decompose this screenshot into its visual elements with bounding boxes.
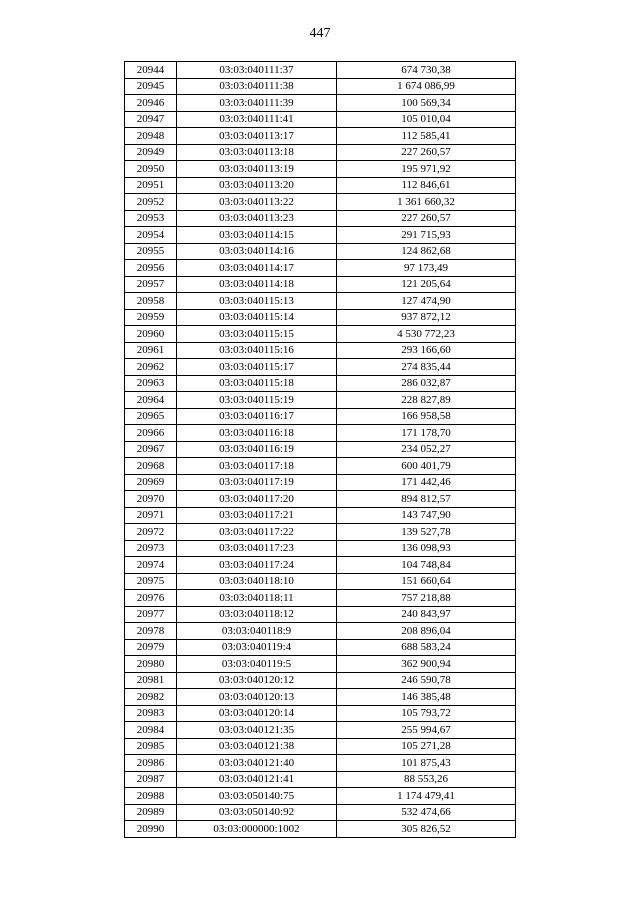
table-row	[125, 111, 516, 128]
table-row	[125, 62, 516, 79]
cadastral-number-cell: 03:03:040117:21	[177, 507, 337, 524]
value-cell: 136 098,93	[337, 540, 516, 557]
row-number-cell: 20958	[125, 293, 177, 310]
cadastral-number-cell: 03:03:040113:23	[177, 210, 337, 227]
table-row	[125, 309, 516, 326]
cadastral-number-cell: 03:03:040115:18	[177, 375, 337, 392]
row-number-cell: 20973	[125, 540, 177, 557]
cadastral-number-cell: 03:03:040111:37	[177, 62, 337, 79]
value-cell: 97 173,49	[337, 260, 516, 277]
table-row	[125, 95, 516, 112]
cadastral-number-cell: 03:03:040115:16	[177, 342, 337, 359]
cadastral-number-cell: 03:03:040113:22	[177, 194, 337, 211]
value-cell: 88 553,26	[337, 771, 516, 788]
table-row	[125, 639, 516, 656]
cadastral-number-cell: 03:03:040115:17	[177, 359, 337, 376]
cadastral-number-cell: 03:03:040118:12	[177, 606, 337, 623]
value-cell: 757 218,88	[337, 590, 516, 607]
page-number: 447	[309, 26, 331, 41]
row-number-cell: 20962	[125, 359, 177, 376]
value-cell: 105 010,04	[337, 111, 516, 128]
table-row	[125, 656, 516, 673]
value-cell: 171 442,46	[337, 474, 516, 491]
row-number-cell: 20981	[125, 672, 177, 689]
row-number-cell: 20955	[125, 243, 177, 260]
cadastral-number-cell: 03:03:040117:18	[177, 458, 337, 475]
table-row	[125, 689, 516, 706]
row-number-cell: 20963	[125, 375, 177, 392]
cadastral-number-cell: 03:03:040115:14	[177, 309, 337, 326]
row-number-cell: 20984	[125, 722, 177, 739]
row-number-cell: 20957	[125, 276, 177, 293]
table-row	[125, 507, 516, 524]
value-cell: 105 271,28	[337, 738, 516, 755]
cadastral-number-cell: 03:03:040111:41	[177, 111, 337, 128]
row-number-cell: 20961	[125, 342, 177, 359]
table-row	[125, 474, 516, 491]
value-cell: 286 032,87	[337, 375, 516, 392]
value-cell: 274 835,44	[337, 359, 516, 376]
row-number-cell: 20951	[125, 177, 177, 194]
table-row	[125, 573, 516, 590]
value-cell: 166 958,58	[337, 408, 516, 425]
value-cell: 227 260,57	[337, 144, 516, 161]
row-number-cell: 20948	[125, 128, 177, 145]
table-row	[125, 623, 516, 640]
cadastral-number-cell: 03:03:040113:20	[177, 177, 337, 194]
table-row	[125, 375, 516, 392]
value-cell: 291 715,93	[337, 227, 516, 244]
value-cell: 1 674 086,99	[337, 78, 516, 95]
table-row	[125, 705, 516, 722]
cadastral-number-cell: 03:03:040118:11	[177, 590, 337, 607]
value-cell: 143 747,90	[337, 507, 516, 524]
table-row	[125, 78, 516, 95]
row-number-cell: 20985	[125, 738, 177, 755]
cadastral-number-cell: 03:03:000000:1002	[177, 821, 337, 838]
table-row	[125, 738, 516, 755]
cadastral-number-cell: 03:03:040117:19	[177, 474, 337, 491]
value-cell: 234 052,27	[337, 441, 516, 458]
table-row	[125, 194, 516, 211]
value-cell: 146 385,48	[337, 689, 516, 706]
value-cell: 532 474,66	[337, 804, 516, 821]
row-number-cell: 20986	[125, 755, 177, 772]
row-number-cell: 20949	[125, 144, 177, 161]
value-cell: 105 793,72	[337, 705, 516, 722]
cadastral-number-cell: 03:03:040118:10	[177, 573, 337, 590]
cadastral-number-cell: 03:03:040120:12	[177, 672, 337, 689]
cadastral-number-cell: 03:03:040119:5	[177, 656, 337, 673]
row-number-cell: 20944	[125, 62, 177, 79]
table-row	[125, 606, 516, 623]
row-number-cell: 20945	[125, 78, 177, 95]
row-number-cell: 20978	[125, 623, 177, 640]
row-number-cell: 20946	[125, 95, 177, 112]
table-row	[125, 210, 516, 227]
cadastral-number-cell: 03:03:040117:22	[177, 524, 337, 541]
cadastral-number-cell: 03:03:040120:13	[177, 689, 337, 706]
table-row	[125, 342, 516, 359]
table-row	[125, 771, 516, 788]
cadastral-number-cell: 03:03:040111:39	[177, 95, 337, 112]
table-row	[125, 672, 516, 689]
table-row	[125, 557, 516, 574]
value-cell: 195 971,92	[337, 161, 516, 178]
table-row	[125, 161, 516, 178]
cadastral-number-cell: 03:03:040119:4	[177, 639, 337, 656]
value-cell: 246 590,78	[337, 672, 516, 689]
cadastral-value-table	[124, 61, 516, 838]
table-row	[125, 441, 516, 458]
value-cell: 1 361 660,32	[337, 194, 516, 211]
value-cell: 208 896,04	[337, 623, 516, 640]
row-number-cell: 20975	[125, 573, 177, 590]
value-cell: 228 827,89	[337, 392, 516, 409]
table-row	[125, 128, 516, 145]
row-number-cell: 20950	[125, 161, 177, 178]
value-cell: 112 846,61	[337, 177, 516, 194]
table-row	[125, 276, 516, 293]
row-number-cell: 20965	[125, 408, 177, 425]
cadastral-number-cell: 03:03:040113:17	[177, 128, 337, 145]
value-cell: 139 527,78	[337, 524, 516, 541]
table-row	[125, 326, 516, 343]
value-cell: 4 530 772,23	[337, 326, 516, 343]
value-cell: 124 862,68	[337, 243, 516, 260]
table-row	[125, 491, 516, 508]
row-number-cell: 20972	[125, 524, 177, 541]
table-row	[125, 722, 516, 739]
row-number-cell: 20988	[125, 788, 177, 805]
row-number-cell: 20959	[125, 309, 177, 326]
row-number-cell: 20977	[125, 606, 177, 623]
cadastral-number-cell: 03:03:040117:20	[177, 491, 337, 508]
table-row	[125, 821, 516, 838]
cadastral-number-cell: 03:03:040116:18	[177, 425, 337, 442]
value-cell: 937 872,12	[337, 309, 516, 326]
cadastral-number-cell: 03:03:040121:41	[177, 771, 337, 788]
row-number-cell: 20982	[125, 689, 177, 706]
value-cell: 305 826,52	[337, 821, 516, 838]
table-row	[125, 243, 516, 260]
value-cell: 101 875,43	[337, 755, 516, 772]
row-number-cell: 20970	[125, 491, 177, 508]
row-number-cell: 20947	[125, 111, 177, 128]
cadastral-number-cell: 03:03:040116:17	[177, 408, 337, 425]
cadastral-number-cell: 03:03:040121:38	[177, 738, 337, 755]
cadastral-number-cell: 03:03:040115:15	[177, 326, 337, 343]
cadastral-number-cell: 03:03:050140:92	[177, 804, 337, 821]
cadastral-number-cell: 03:03:040118:9	[177, 623, 337, 640]
table-row	[125, 788, 516, 805]
row-number-cell: 20967	[125, 441, 177, 458]
cadastral-number-cell: 03:03:040113:19	[177, 161, 337, 178]
cadastral-number-cell: 03:03:040114:17	[177, 260, 337, 277]
table-row	[125, 408, 516, 425]
table-row	[125, 293, 516, 310]
cadastral-number-cell: 03:03:040116:19	[177, 441, 337, 458]
value-cell: 171 178,70	[337, 425, 516, 442]
row-number-cell: 20954	[125, 227, 177, 244]
cadastral-number-cell: 03:03:040114:15	[177, 227, 337, 244]
table-row	[125, 177, 516, 194]
row-number-cell: 20952	[125, 194, 177, 211]
value-cell: 121 205,64	[337, 276, 516, 293]
row-number-cell: 20971	[125, 507, 177, 524]
value-cell: 362 900,94	[337, 656, 516, 673]
row-number-cell: 20953	[125, 210, 177, 227]
row-number-cell: 20979	[125, 639, 177, 656]
table-row	[125, 755, 516, 772]
table-row	[125, 227, 516, 244]
table-row	[125, 425, 516, 442]
value-cell: 127 474,90	[337, 293, 516, 310]
row-number-cell: 20976	[125, 590, 177, 607]
cadastral-number-cell: 03:03:040121:40	[177, 755, 337, 772]
value-cell: 255 994,67	[337, 722, 516, 739]
value-cell: 100 569,34	[337, 95, 516, 112]
table-row	[125, 144, 516, 161]
value-cell: 293 166,60	[337, 342, 516, 359]
value-cell: 104 748,84	[337, 557, 516, 574]
cadastral-number-cell: 03:03:040117:24	[177, 557, 337, 574]
value-cell: 227 260,57	[337, 210, 516, 227]
value-cell: 112 585,41	[337, 128, 516, 145]
cadastral-number-cell: 03:03:040120:14	[177, 705, 337, 722]
table-row	[125, 804, 516, 821]
value-cell: 674 730,38	[337, 62, 516, 79]
row-number-cell: 20966	[125, 425, 177, 442]
cadastral-number-cell: 03:03:040115:13	[177, 293, 337, 310]
row-number-cell: 20969	[125, 474, 177, 491]
cadastral-number-cell: 03:03:050140:75	[177, 788, 337, 805]
row-number-cell: 20964	[125, 392, 177, 409]
cadastral-number-cell: 03:03:040121:35	[177, 722, 337, 739]
row-number-cell: 20980	[125, 656, 177, 673]
row-number-cell: 20968	[125, 458, 177, 475]
cadastral-number-cell: 03:03:040113:18	[177, 144, 337, 161]
table-row	[125, 359, 516, 376]
table-row	[125, 458, 516, 475]
value-cell: 240 843,97	[337, 606, 516, 623]
row-number-cell: 20956	[125, 260, 177, 277]
value-cell: 1 174 479,41	[337, 788, 516, 805]
cadastral-number-cell: 03:03:040115:19	[177, 392, 337, 409]
table-row	[125, 524, 516, 541]
table-row	[125, 590, 516, 607]
cadastral-number-cell: 03:03:040114:16	[177, 243, 337, 260]
table-row	[125, 392, 516, 409]
row-number-cell: 20989	[125, 804, 177, 821]
cadastral-number-cell: 03:03:040111:38	[177, 78, 337, 95]
row-number-cell: 20987	[125, 771, 177, 788]
cadastral-number-cell: 03:03:040117:23	[177, 540, 337, 557]
table-row	[125, 260, 516, 277]
value-cell: 688 583,24	[337, 639, 516, 656]
row-number-cell: 20983	[125, 705, 177, 722]
table-row	[125, 540, 516, 557]
value-cell: 894 812,57	[337, 491, 516, 508]
row-number-cell: 20960	[125, 326, 177, 343]
row-number-cell: 20974	[125, 557, 177, 574]
value-cell: 600 401,79	[337, 458, 516, 475]
row-number-cell: 20990	[125, 821, 177, 838]
value-cell: 151 660,64	[337, 573, 516, 590]
cadastral-number-cell: 03:03:040114:18	[177, 276, 337, 293]
